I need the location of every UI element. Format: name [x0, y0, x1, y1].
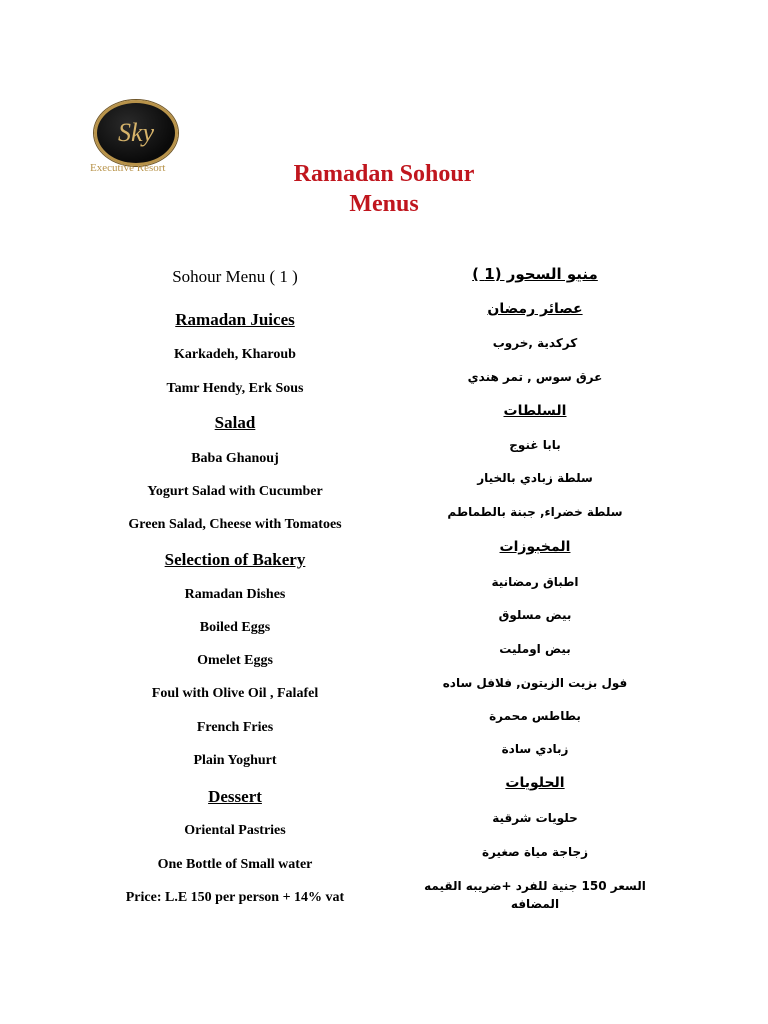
menu-item: Omelet Eggs — [197, 653, 273, 668]
price-line: Price: L.E 150 per person + 14% vat — [125, 890, 345, 905]
menu-item-arabic: بيض مسلوق — [498, 608, 572, 622]
section-heading: Selection of Bakery — [164, 550, 306, 569]
menu-item: Tamr Hendy, Erk Sous — [166, 381, 304, 396]
menu-item-arabic: حلويات شرقية — [492, 811, 578, 825]
menu-item: Plain Yoghurt — [193, 753, 277, 768]
menu-item-arabic: كركدية ,خروب — [492, 336, 578, 350]
menu-item-arabic: عرق سوس , تمر هندي — [467, 370, 603, 384]
menu-item-arabic: بابا غنوج — [509, 438, 561, 452]
price-line-arabic: السعر 150 جنية للفرد +ضريبه القيمه المضافه — [424, 879, 646, 911]
menu-item: Oriental Pastries — [184, 823, 286, 838]
section-heading: Dessert — [208, 787, 262, 806]
menu-item: Boiled Eggs — [199, 620, 271, 635]
menu-item: Ramadan Dishes — [184, 587, 286, 602]
section-heading: Ramadan Juices — [175, 310, 295, 329]
menu-item: Foul with Olive Oil , Falafel — [151, 686, 319, 701]
menu-item: Green Salad, Cheese with Tomatoes — [128, 517, 342, 532]
section-heading: Salad — [214, 413, 256, 432]
menu-item-arabic: سلطة خضراء, جبنة بالطماطم — [447, 505, 623, 519]
logo-mark: Sky — [117, 118, 155, 147]
menu-item: Karkadeh, Kharoub — [174, 347, 296, 362]
page-title: Ramadan Sohour — [293, 161, 475, 187]
menu-item-arabic: بيض اومليت — [499, 642, 571, 656]
menu-item: One Bottle of Small water — [157, 857, 313, 872]
section-heading-arabic: السلطات — [503, 403, 567, 419]
menu-item: French Fries — [196, 720, 274, 735]
page-subtitle: Menus — [349, 191, 419, 217]
menu-item-arabic: زجاجة مياة صغيرة — [481, 845, 589, 859]
menu-title: Sohour Menu ( 1 ) — [172, 267, 298, 286]
logo-badge — [94, 100, 178, 166]
menu-item: Yogurt Salad with Cucumber — [147, 484, 323, 499]
menu-item-arabic: فول بزيت الزيتون, فلافل ساده — [442, 676, 628, 690]
resort-logo — [90, 100, 182, 182]
menu-item-arabic: سلطة زبادي بالخيار — [477, 471, 593, 485]
menu-item-arabic: اطباق رمضانية — [491, 575, 579, 589]
menu-item-arabic: زبادي سادة — [501, 742, 569, 756]
section-heading-arabic: الحلويات — [505, 775, 565, 791]
menu-title-arabic: منيو السحور (1 ) — [472, 265, 598, 283]
logo-tagline: Executive Resort — [90, 162, 166, 174]
menu-item: Baba Ghanouj — [191, 451, 279, 466]
menu-item-arabic: بطاطس محمرة — [489, 709, 581, 723]
section-heading-arabic: المخبوزات — [499, 539, 571, 555]
section-heading-arabic: عصائر رمضان — [487, 301, 583, 317]
